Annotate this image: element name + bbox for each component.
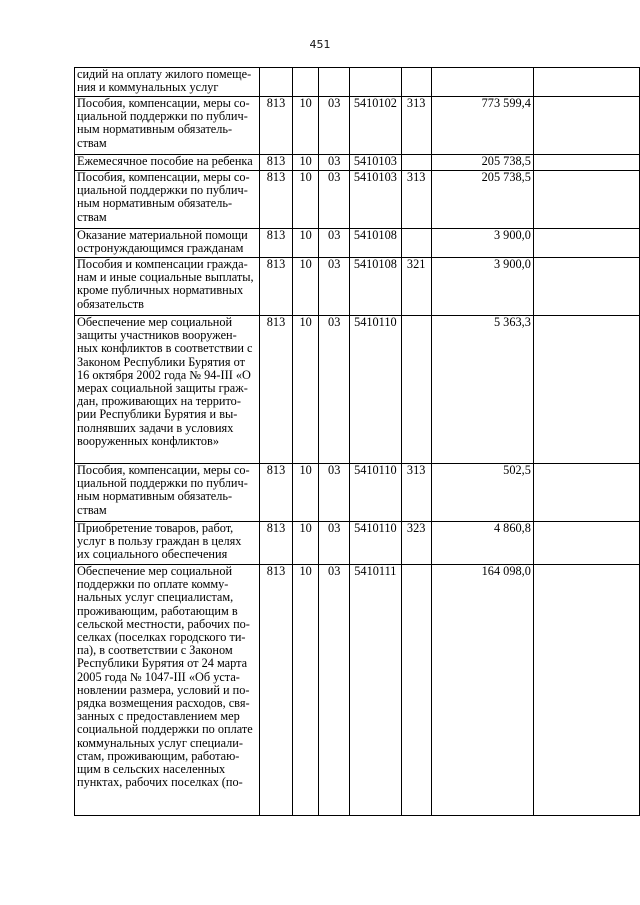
target-item-code-cell: 5410102 bbox=[349, 97, 401, 155]
subsection-code-cell: 03 bbox=[319, 316, 349, 464]
expense-type-code-cell: 321 bbox=[401, 258, 431, 316]
row-name-cell: сидий на оплату жилого помеще- ния и коммунальных услуг bbox=[75, 68, 260, 97]
expense-type-code-cell bbox=[401, 316, 431, 464]
sum-cell: 5 363,3 bbox=[431, 316, 533, 464]
sum-cell bbox=[431, 68, 533, 97]
sum-cell: 205 738,5 bbox=[431, 171, 533, 229]
sum-cell: 4 860,8 bbox=[431, 522, 533, 565]
section-code-cell: 10 bbox=[292, 97, 319, 155]
target-item-code-cell: 5410108 bbox=[349, 229, 401, 258]
row-name-cell: Ежемесячное пособие на ребенка bbox=[75, 155, 260, 171]
sum-cell: 3 900,0 bbox=[431, 229, 533, 258]
subsection-code-cell: 03 bbox=[319, 522, 349, 565]
ministry-code-cell: 813 bbox=[260, 229, 293, 258]
row-name-cell: Обеспечение мер социальной поддержки по оплате комму- нальных услуг специалистам, проживающим, работающим в сельской местности, рабочих по- селках (поселках городского ти- па), в соответствии с Законом Республики Бурятия от 24 марта 2005 года № 1047-III «Об уста- новлении размера, условий и по- рядка возмещения расходов, свя- занных с предоставлением мер социальной поддержки по оплате коммунальных услуг специали- стам, проживающим, работаю- щим в сельских населенных пунктах, рабочих поселках (по- bbox=[75, 565, 260, 816]
target-item-code-cell: 5410111 bbox=[349, 565, 401, 816]
target-item-code-cell: 5410103 bbox=[349, 155, 401, 171]
sum-cell: 502,5 bbox=[431, 464, 533, 522]
section-code-cell: 10 bbox=[292, 155, 319, 171]
expense-type-code-cell bbox=[401, 229, 431, 258]
ministry-code-cell: 813 bbox=[260, 522, 293, 565]
sum-cell: 164 098,0 bbox=[431, 565, 533, 816]
ministry-code-cell: 813 bbox=[260, 155, 293, 171]
row-name-cell: Пособия, компенсации, меры со- циальной поддержки по публич- ным нормативным обязатель- ствам bbox=[75, 171, 260, 229]
sum-cell: 3 900,0 bbox=[431, 258, 533, 316]
row-name-cell: Оказание материальной помощи остронуждающимся гражданам bbox=[75, 229, 260, 258]
sum-cell: 773 599,4 bbox=[431, 97, 533, 155]
section-code-cell: 10 bbox=[292, 171, 319, 229]
subsection-code-cell: 03 bbox=[319, 565, 349, 816]
target-item-code-cell: 5410110 bbox=[349, 464, 401, 522]
extra-cell bbox=[533, 565, 639, 816]
extra-cell bbox=[533, 155, 639, 171]
subsection-code-cell: 03 bbox=[319, 171, 349, 229]
expense-type-code-cell: 313 bbox=[401, 97, 431, 155]
subsection-code-cell: 03 bbox=[319, 258, 349, 316]
section-code-cell: 10 bbox=[292, 565, 319, 816]
row-name-cell: Пособия и компенсации гражда- нам и иные социальные выплаты, кроме публичных нормативных обязательств bbox=[75, 258, 260, 316]
subsection-code-cell: 03 bbox=[319, 229, 349, 258]
ministry-code-cell: 813 bbox=[260, 565, 293, 816]
extra-cell bbox=[533, 522, 639, 565]
budget-table bbox=[74, 67, 640, 816]
extra-cell bbox=[533, 97, 639, 155]
extra-cell bbox=[533, 68, 639, 97]
section-code-cell: 10 bbox=[292, 464, 319, 522]
table-row bbox=[75, 97, 640, 155]
table-row bbox=[75, 171, 640, 229]
expense-type-code-cell: 313 bbox=[401, 171, 431, 229]
section-code-cell: 10 bbox=[292, 229, 319, 258]
expense-type-code-cell bbox=[401, 565, 431, 816]
table-row bbox=[75, 316, 640, 464]
extra-cell bbox=[533, 229, 639, 258]
row-name-cell: Пособия, компенсации, меры со- циальной поддержки по публич- ным нормативным обязатель- ствам bbox=[75, 97, 260, 155]
target-item-code-cell: 5410108 bbox=[349, 258, 401, 316]
extra-cell bbox=[533, 464, 639, 522]
expense-type-code-cell bbox=[401, 155, 431, 171]
subsection-code-cell: 03 bbox=[319, 155, 349, 171]
table-row bbox=[75, 258, 640, 316]
ministry-code-cell: 813 bbox=[260, 258, 293, 316]
ministry-code-cell bbox=[260, 68, 293, 97]
section-code-cell: 10 bbox=[292, 258, 319, 316]
expense-type-code-cell bbox=[401, 68, 431, 97]
table-row bbox=[75, 229, 640, 258]
section-code-cell bbox=[292, 68, 319, 97]
ministry-code-cell: 813 bbox=[260, 171, 293, 229]
table-row bbox=[75, 522, 640, 565]
expense-type-code-cell: 323 bbox=[401, 522, 431, 565]
subsection-code-cell bbox=[319, 68, 349, 97]
ministry-code-cell: 813 bbox=[260, 464, 293, 522]
target-item-code-cell: 5410110 bbox=[349, 316, 401, 464]
table-row bbox=[75, 155, 640, 171]
ministry-code-cell: 813 bbox=[260, 316, 293, 464]
row-name-cell: Пособия, компенсации, меры со- циальной поддержки по публич- ным нормативным обязатель- ствам bbox=[75, 464, 260, 522]
target-item-code-cell: 5410110 bbox=[349, 522, 401, 565]
row-name-cell: Обеспечение мер социальной защиты участников вооружен- ных конфликтов в соответствии с Законом Республики Бурятия от 16 октября 2002 года № 94-III «О мерах социальной защиты граж- дан, проживающих на террито- рии Республики Бурятия и вы- полнявших задачи в условиях вооруженных конфликтов» bbox=[75, 316, 260, 464]
subsection-code-cell: 03 bbox=[319, 97, 349, 155]
table-row bbox=[75, 464, 640, 522]
section-code-cell: 10 bbox=[292, 522, 319, 565]
sum-cell: 205 738,5 bbox=[431, 155, 533, 171]
target-item-code-cell: 5410103 bbox=[349, 171, 401, 229]
target-item-code-cell bbox=[349, 68, 401, 97]
section-code-cell: 10 bbox=[292, 316, 319, 464]
extra-cell bbox=[533, 258, 639, 316]
expense-type-code-cell: 313 bbox=[401, 464, 431, 522]
page-number: 451 bbox=[309, 38, 331, 51]
ministry-code-cell: 813 bbox=[260, 97, 293, 155]
table-row bbox=[75, 565, 640, 816]
subsection-code-cell: 03 bbox=[319, 464, 349, 522]
table-row bbox=[75, 68, 640, 97]
extra-cell bbox=[533, 316, 639, 464]
row-name-cell: Приобретение товаров, работ, услуг в пользу граждан в целях их социального обеспечения bbox=[75, 522, 260, 565]
extra-cell bbox=[533, 171, 639, 229]
